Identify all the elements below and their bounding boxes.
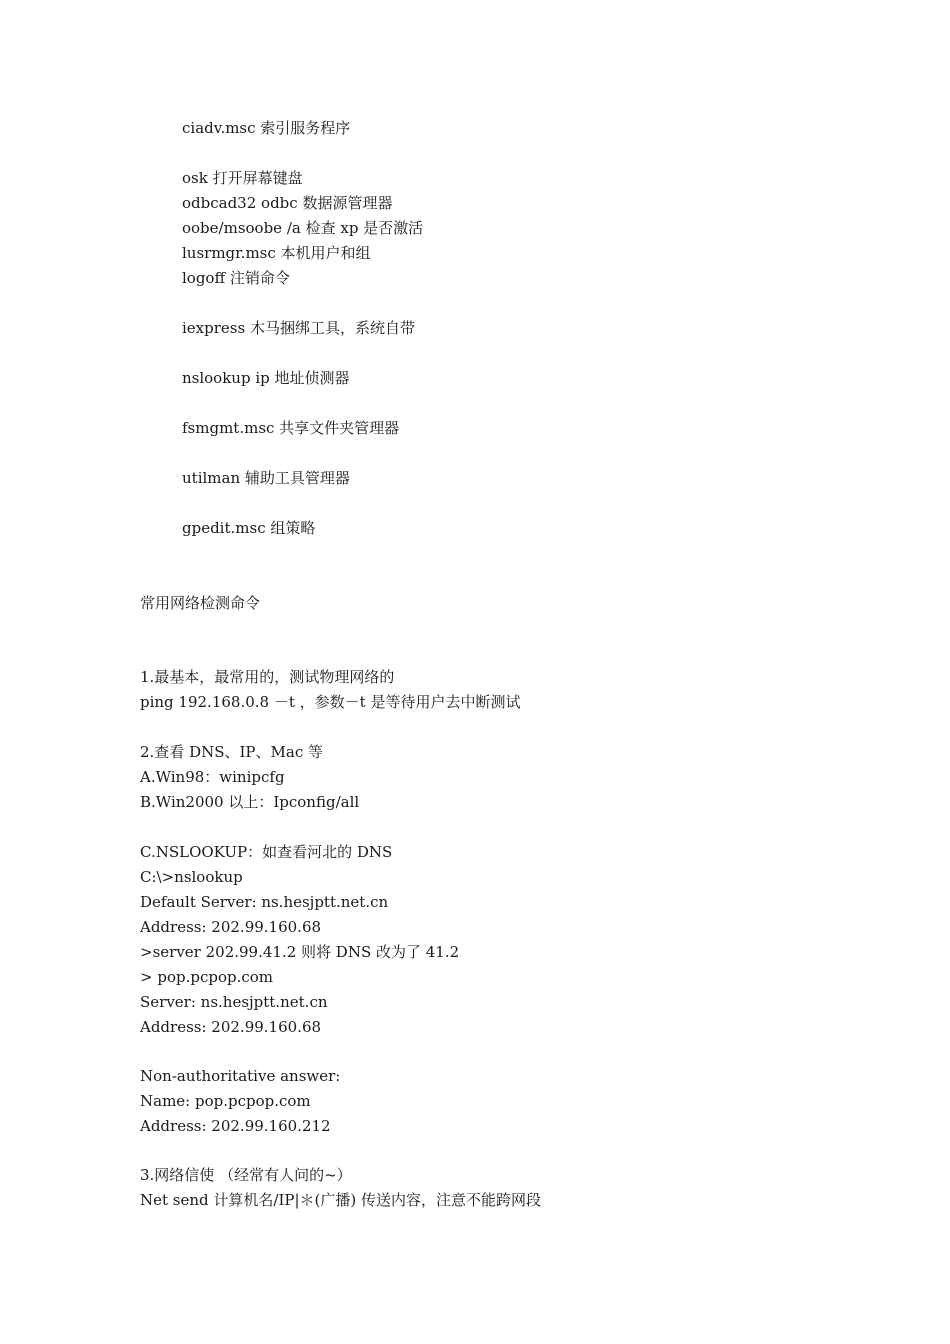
text-line: Address: 202.99.160.212 xyxy=(140,1117,331,1135)
command-line: lusrmgr.msc 本机用户和组 xyxy=(182,244,371,262)
command-line: fsmgmt.msc 共享文件夹管理器 xyxy=(182,419,400,437)
command-line: nslookup ip 地址侦测器 xyxy=(182,369,350,387)
command-line: osk 打开屏幕键盘 xyxy=(182,169,303,187)
text-line: 2.查看 DNS、IP、Mac 等 xyxy=(140,743,323,761)
command-line: gpedit.msc 组策略 xyxy=(182,519,316,537)
text-line: > pop.pcpop.com xyxy=(140,968,274,986)
text-line: 3.网络信使 （经常有人问的~） xyxy=(140,1166,352,1184)
text-line: Default Server: ns.hesjptt.net.cn xyxy=(140,893,389,911)
text-line: Non-authoritative answer: xyxy=(140,1067,341,1085)
text-line: Address: 202.99.160.68 xyxy=(140,918,322,936)
command-line: logoff 注销命令 xyxy=(182,269,290,287)
text-line: >server 202.99.41.2 则将 DNS 改为了 41.2 xyxy=(140,943,460,961)
text-line: C:\>nslookup xyxy=(140,868,243,886)
command-line: ciadv.msc 索引服务程序 xyxy=(182,119,351,137)
section-heading: 常用网络检测命令 xyxy=(140,594,261,612)
text-line: Net send 计算机名/IP|＊(广播) 传送内容，注意不能跨网段 xyxy=(140,1191,542,1209)
text-line: ping 192.168.0.8 －t ，参数－t 是等待用户去中断测试 xyxy=(140,693,521,711)
text-line: B.Win2000 以上：Ipconfig/all xyxy=(140,793,360,811)
text-line: Server: ns.hesjptt.net.cn xyxy=(140,993,328,1011)
command-line: oobe/msoobe /a 检查 xp 是否激活 xyxy=(182,219,424,237)
text-line: C.NSLOOKUP：如查看河北的 DNS xyxy=(140,843,393,861)
text-line: Address: 202.99.160.68 xyxy=(140,1018,322,1036)
command-line: odbcad32 odbc 数据源管理器 xyxy=(182,194,393,212)
command-line: utilman 辅助工具管理器 xyxy=(182,469,350,487)
text-line: 1.最基本，最常用的，测试物理网络的 xyxy=(140,668,395,686)
text-line: Name: pop.pcpop.com xyxy=(140,1092,311,1110)
text-line: A.Win98：winipcfg xyxy=(140,768,285,786)
command-line: iexpress 木马捆绑工具，系统自带 xyxy=(182,319,415,337)
